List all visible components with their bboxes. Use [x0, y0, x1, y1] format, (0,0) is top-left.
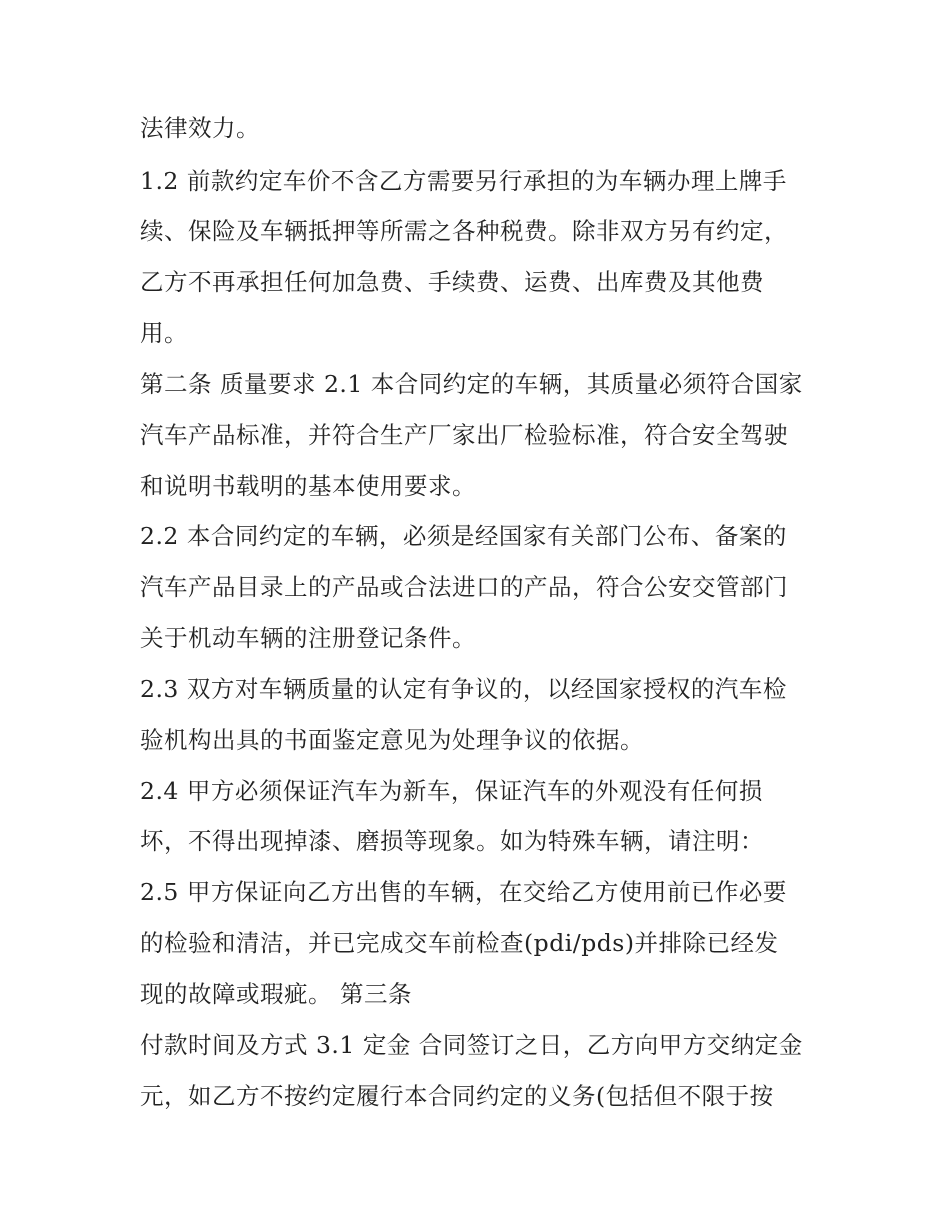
- text-line: 现的故障或瑕疵。 第三条: [140, 980, 412, 1008]
- text-line: 关于机动车辆的注册登记条件。: [140, 624, 476, 652]
- text-line: 第二条 质量要求 2.1 本合同约定的车辆，其质量必须符合国家: [140, 370, 803, 398]
- text-line: 用。: [140, 319, 188, 347]
- text-line: 2.4 甲方必须保证汽车为新车，保证汽车的外观没有任何损: [140, 777, 763, 805]
- text-line: 2.5 甲方保证向乙方出售的车辆，在交给乙方使用前已作必要: [140, 878, 787, 906]
- text-line: 续、保险及车辆抵押等所需之各种税费。除非双方另有约定，: [140, 217, 788, 245]
- text-line: 元，如乙方不按约定履行本合同约定的义务(包括但不限于按: [140, 1082, 774, 1110]
- text-line: 和说明书载明的基本使用要求。: [140, 472, 476, 500]
- text-line: 法律效力。: [140, 114, 260, 142]
- text-line: 2.3 双方对车辆质量的认定有争议的，以经国家授权的汽车检: [140, 675, 787, 703]
- text-line: 2.2 本合同约定的车辆，必须是经国家有关部门公布、备案的: [140, 522, 787, 550]
- text-line: 汽车产品目录上的产品或合法进口的产品，符合公安交管部门: [140, 573, 788, 601]
- text-line: 的检验和清洁，并已完成交车前检查(pdi/pds)并排除已经发: [140, 929, 779, 957]
- text-line: 汽车产品标准，并符合生产厂家出厂检验标准，符合安全驾驶: [140, 421, 788, 449]
- text-line: 付款时间及方式 3.1 定金 合同签订之日，乙方向甲方交纳定金: [140, 1031, 803, 1059]
- text-line: 1.2 前款约定车价不含乙方需要另行承担的为车辆办理上牌手: [140, 167, 787, 195]
- text-line: 验机构出具的书面鉴定意见为处理争议的依据。: [140, 726, 644, 754]
- text-line: 坏，不得出现掉漆、磨损等现象。如为特殊车辆，请注明：: [140, 827, 764, 855]
- text-line: 乙方不再承担任何加急费、手续费、运费、出库费及其他费: [140, 268, 764, 296]
